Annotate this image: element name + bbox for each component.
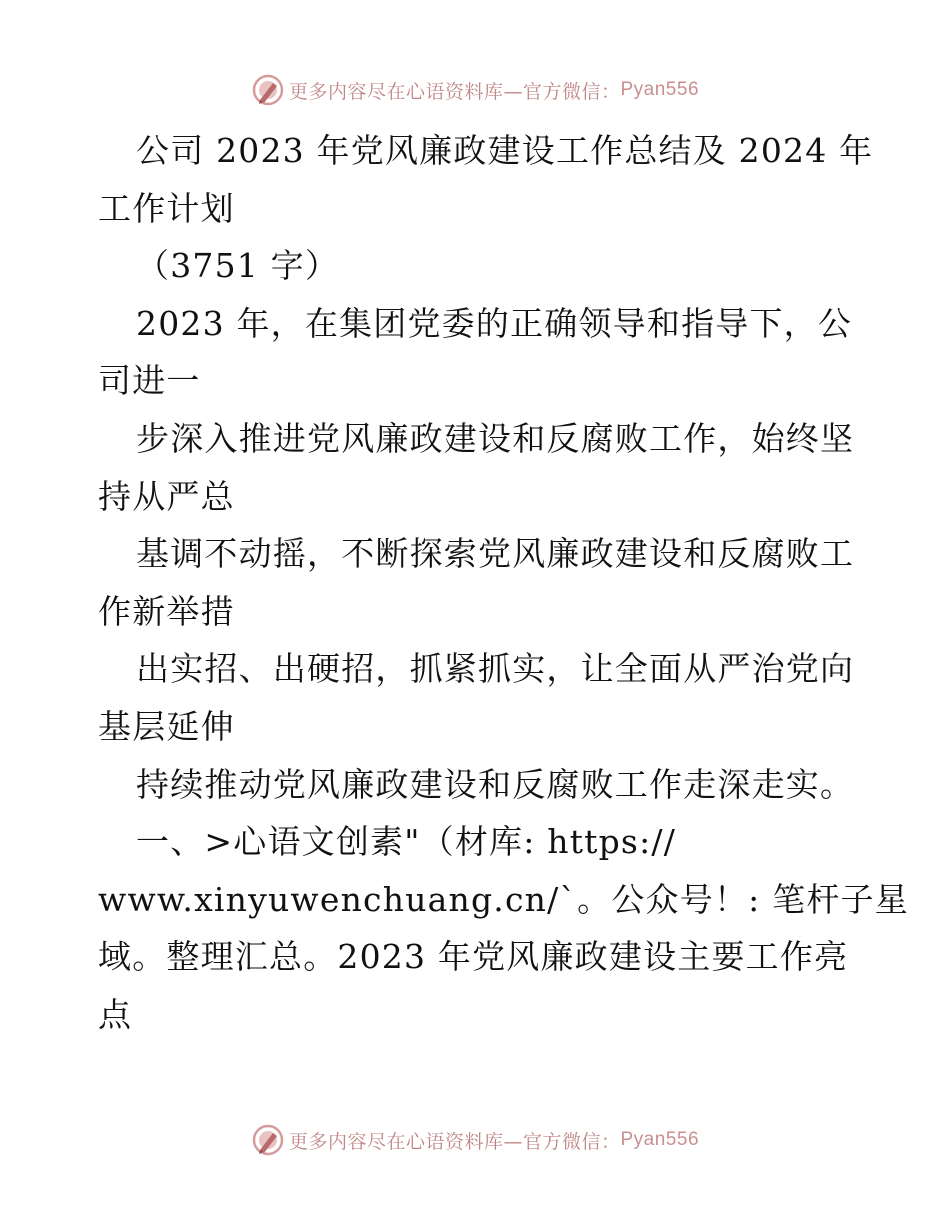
doc-paragraph-line: 域。整理汇总。2023 年党风廉政建设主要工作亮 <box>98 937 849 977</box>
watermark-footer <box>0 1120 950 1160</box>
watermark-header <box>0 70 950 110</box>
doc-paragraph-line: 持从严总 <box>98 476 235 516</box>
doc-paragraph-line: 持续推动党风廉政建设和反腐败工作走深走实。 <box>136 764 855 804</box>
watermark-handle: Pyan556 <box>620 1129 700 1150</box>
doc-title-line-1: 公司 2023 年党风廉政建设工作总结及 2024 年 <box>136 131 874 170</box>
document-body <box>98 122 909 1044</box>
watermark-text: 更多内容尽在心语资料库—官方微信： <box>288 1130 621 1153</box>
doc-word-count: （3751 字） <box>136 246 340 286</box>
doc-paragraph-line: 2023 年，在集团党委的正确领导和指导下，公 <box>136 303 853 343</box>
doc-title-line-2: 工作计划 <box>98 188 235 228</box>
doc-paragraph-line: 司进一 <box>98 361 201 401</box>
doc-paragraph-line: 作新举措 <box>98 591 235 631</box>
watermark-handle: Pyan556 <box>620 79 700 100</box>
doc-paragraph-line: 基层延伸 <box>98 706 235 746</box>
doc-paragraph-line: www.xinyuwenchuang.cn/`。公众号！: 笔杆子星 <box>98 879 909 919</box>
doc-paragraph-line: 出实招、出硬招，抓紧抓实，让全面从严治党向 <box>136 649 855 689</box>
pen-logo-icon <box>251 1123 285 1157</box>
doc-section-heading: 一、>心语文创素"（材库: https:// <box>136 822 677 862</box>
watermark-text: 更多内容尽在心语资料库—官方微信： <box>288 80 621 103</box>
doc-paragraph-line: 步深入推进党风廉政建设和反腐败工作，始终坚 <box>136 418 855 458</box>
doc-paragraph-line: 点 <box>98 994 133 1034</box>
doc-paragraph-line: 基调不动摇，不断探索党风廉政建设和反腐败工 <box>136 534 855 574</box>
pen-logo-icon <box>251 73 285 107</box>
